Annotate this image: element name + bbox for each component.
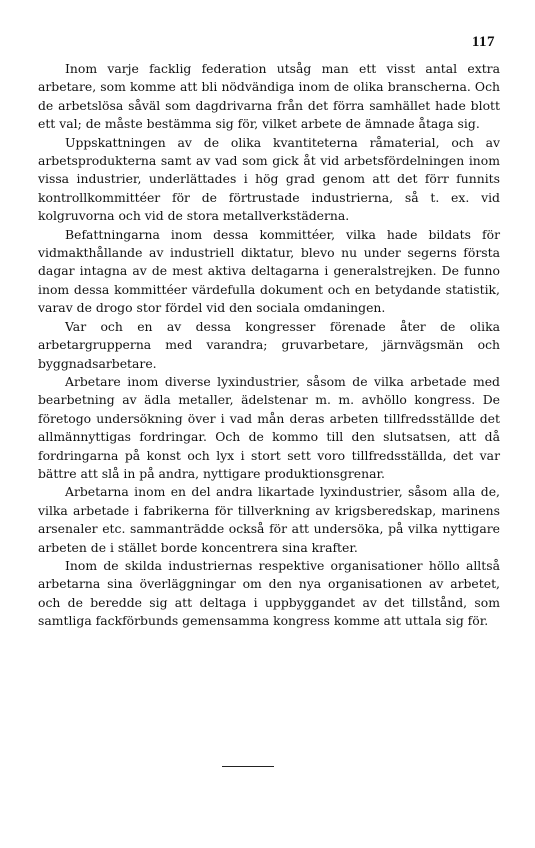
body-text: [38, 60, 500, 631]
paragraph: Inom de skilda industriernas respektive organisationer höllo alltså arbetarna sina överläggningar om den nya organisationen av arbetet, och de beredde sig att deltaga i uppbyggandet av det tillstånd, som samtliga fackförbunds gemensamma kongress komme att uttala sig för.: [38, 557, 500, 629]
paragraph: Var och en av dessa kongresser förenade åter de olika arbetargrupperna med varandra; gruvarbetare, järnvägsmän och byggnadsarbetare.: [38, 318, 500, 371]
paragraph: Inom varje facklig federation utsåg man ett visst antal extra arbetare, som komme att bli nödvändiga inom de olika branscherna. Och de arbetslösa såväl som dagdrivarna från det förra samhället hade blott ett val; de måste bestämma sig för, vilket arbete de ämnade åtaga sig.: [38, 61, 500, 132]
paragraph: Arbetarna inom en del andra likartade lyxindustrier, såsom alla de, vilka arbetade i fabrikerna för tillverkning av krigsberedskap, marinens arsenaler etc. sammanträdde också för att undersöka, på vilka nyttigare arbeten de i stället borde koncentrera sina krafter.: [38, 484, 500, 555]
paragraph: Befattningarna inom dessa kommittéer, vilka hade bildats för vidmakthållande av industriell diktatur, blevo nu under segerns första dagar intagna av de mest aktiva deltagarna i generalstrejken. De funno inom dessa kommittéer värdefulla dokument och en betydande statistik, varav de drogo stor fördel vid den sociala omdaningen.: [38, 226, 500, 316]
paragraph: Uppskattningen av de olika kvantiteterna råmaterial, och av arbetsprodukterna samt av vad som gick åt vid arbetsfördelningen inom vissa industrier, underlättades i hög grad genom att det förr funnits kontrollkommittéer för de förtrustade industrierna, så t. ex. vid kolgruvorna och vid de stora metallverkstäderna.: [38, 134, 500, 224]
page-number: 117: [471, 34, 495, 50]
section-divider: [222, 766, 274, 767]
paragraph: Arbetare inom diverse lyxindustrier, såsom de vilka arbetade med bearbetning av ädla metaller, ädelstenar m. m. avhöllo kongress. De företogo undersökning över i vad mån deras arbeten tillfredsställde det allmännyttigas fordringar. Och de kommo till den slutsatsen, att då fordringarna på konst och lyx i stort sett voro tillfredsställda, det var bättre att slå in på andra, nyttigare produktionsgrenar.: [38, 373, 500, 481]
